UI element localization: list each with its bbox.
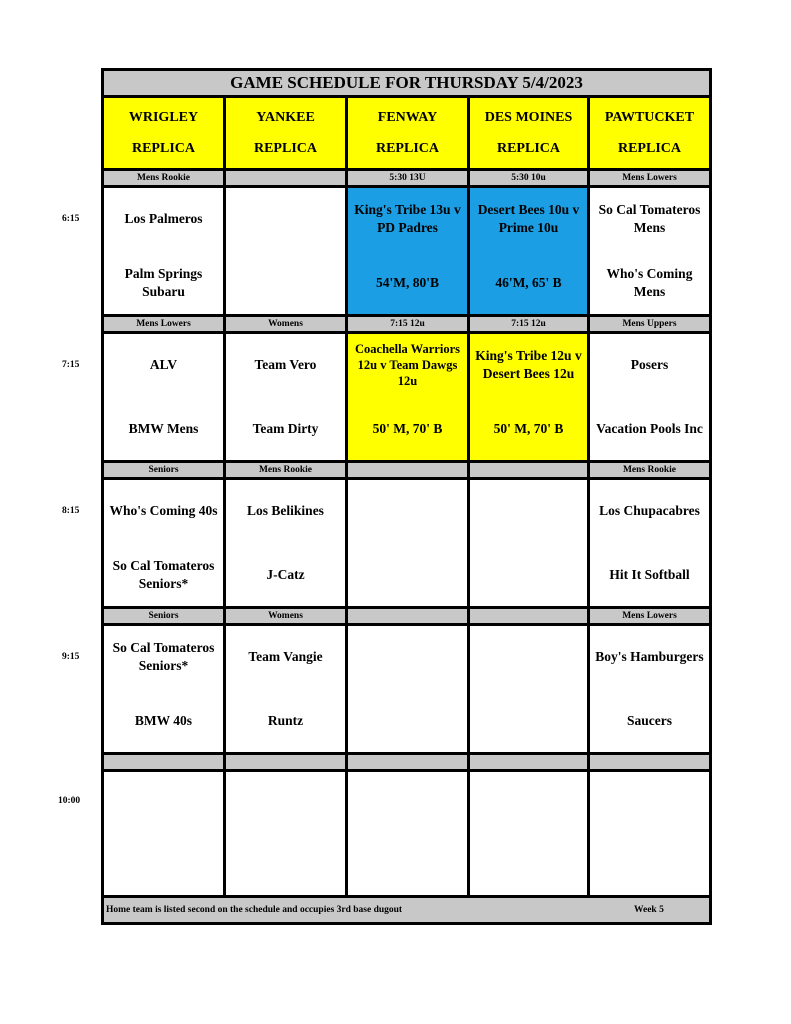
game-cell xyxy=(590,334,709,460)
home-team: Team Dirty xyxy=(252,421,319,436)
away-team: Boy's Hamburgers xyxy=(595,649,704,664)
away-team xyxy=(590,772,709,834)
division-label: Womens xyxy=(226,609,345,623)
venue-header-pawtucket xyxy=(590,98,709,168)
division-label: Mens Rookie xyxy=(590,463,709,477)
home-team: Runtz xyxy=(267,713,304,728)
game-cell xyxy=(590,480,709,606)
division-label xyxy=(470,609,587,623)
division-label: Mens Lowers xyxy=(590,609,709,623)
game-cell-empty xyxy=(470,772,587,895)
division-label: 7:15 12u xyxy=(348,317,467,331)
game-cell xyxy=(226,334,345,460)
away-team: Los Chupacabres xyxy=(599,503,700,518)
division-label: 5:30 10u xyxy=(470,171,587,185)
home-team xyxy=(226,252,345,314)
venue-name: FENWAY xyxy=(377,109,438,125)
division-label xyxy=(470,755,587,769)
game-cell xyxy=(226,480,345,606)
schedule-title: GAME SCHEDULE FOR THURSDAY 5/4/2023 xyxy=(104,71,709,95)
game-cell-youth xyxy=(470,334,587,460)
game-cell xyxy=(590,188,709,314)
home-team: Vacation Pools Inc xyxy=(596,421,703,436)
field-distances: 50' M, 70' B xyxy=(493,421,564,436)
division-label xyxy=(590,755,709,769)
away-team: Team Vero xyxy=(254,357,317,372)
division-label xyxy=(348,609,467,623)
home-team: Hit It Softball xyxy=(609,567,690,582)
venue-sub: REPLICA xyxy=(131,140,195,156)
game-cell xyxy=(104,188,223,314)
division-label: Mens Rookie xyxy=(226,463,345,477)
away-team: So Cal Tomateros Seniors* xyxy=(112,640,215,673)
matchup: Coachella Warriors 12u v Team Dawgs 12u xyxy=(355,342,460,388)
division-label xyxy=(226,171,345,185)
home-team xyxy=(226,836,345,898)
game-cell-empty xyxy=(348,480,467,606)
division-label xyxy=(348,463,467,477)
home-team xyxy=(348,690,467,752)
venue-header-fenway xyxy=(348,98,467,168)
schedule-grid xyxy=(101,68,712,925)
venue-name: DES MOINES xyxy=(484,109,573,125)
game-cell-empty xyxy=(226,772,345,895)
venue-sub: REPLICA xyxy=(375,140,439,156)
away-team xyxy=(348,626,467,688)
matchup: Desert Bees 10u v Prime 10u xyxy=(477,202,580,235)
venue-header-des-moines xyxy=(470,98,587,168)
game-cell xyxy=(104,480,223,606)
venue-header-wrigley xyxy=(104,98,223,168)
game-cell-youth xyxy=(348,334,467,460)
away-team xyxy=(470,626,587,688)
time-label: 7:15 xyxy=(62,360,80,370)
home-team xyxy=(348,836,467,898)
away-team: Los Belikines xyxy=(247,503,324,518)
home-team: Palm Springs Subaru xyxy=(124,266,203,299)
venue-sub: REPLICA xyxy=(253,140,317,156)
division-label xyxy=(104,755,223,769)
game-cell-empty xyxy=(470,626,587,752)
away-team xyxy=(226,772,345,834)
field-distances: 46'M, 65' B xyxy=(495,275,562,290)
away-team: So Cal Tomateros Mens xyxy=(598,202,701,235)
division-label xyxy=(470,463,587,477)
division-label: Seniors xyxy=(104,609,223,623)
venue-name: WRIGLEY xyxy=(128,109,199,125)
division-label xyxy=(226,755,345,769)
home-team: BMW 40s xyxy=(134,713,193,728)
division-label: Mens Rookie xyxy=(104,171,223,185)
matchup: King's Tribe 12u v Desert Bees 12u xyxy=(475,348,582,381)
home-team: Who's Coming Mens xyxy=(606,266,693,299)
division-label: Mens Lowers xyxy=(590,171,709,185)
time-label: 6:15 xyxy=(62,214,80,224)
away-team xyxy=(348,772,467,834)
away-team: Who's Coming 40s xyxy=(109,503,218,518)
division-label: Seniors xyxy=(104,463,223,477)
game-cell-empty xyxy=(348,772,467,895)
home-team: Saucers xyxy=(627,713,672,728)
away-team: ALV xyxy=(149,357,178,372)
venue-sub: REPLICA xyxy=(496,140,560,156)
time-label: 9:15 xyxy=(62,652,80,662)
home-team xyxy=(590,836,709,898)
division-label: Mens Lowers xyxy=(104,317,223,331)
home-team: J-Catz xyxy=(266,567,305,582)
venue-name: YANKEE xyxy=(256,109,315,125)
venue-header-yankee xyxy=(226,98,345,168)
home-team xyxy=(470,690,587,752)
game-cell-youth xyxy=(470,188,587,314)
schedule-footer xyxy=(104,898,709,922)
game-cell-empty xyxy=(104,772,223,895)
home-team xyxy=(104,836,223,898)
away-team xyxy=(348,480,467,542)
week-label: Week 5 xyxy=(634,905,664,915)
division-label: Womens xyxy=(226,317,345,331)
game-cell-empty xyxy=(590,772,709,895)
away-team xyxy=(470,772,587,834)
game-cell xyxy=(226,626,345,752)
game-cell xyxy=(590,626,709,752)
game-cell xyxy=(104,334,223,460)
time-label: 8:15 xyxy=(62,506,80,516)
field-distances: 54'M, 80'B xyxy=(376,275,439,290)
away-team: Posers xyxy=(630,357,669,372)
away-team: Team Vangie xyxy=(248,649,323,664)
matchup: King's Tribe 13u v PD Padres xyxy=(354,202,461,235)
game-cell-empty xyxy=(470,480,587,606)
away-team: Los Palmeros xyxy=(124,211,203,226)
venue-sub: REPLICA xyxy=(617,140,681,156)
venue-name: PAWTUCKET xyxy=(604,109,695,125)
division-label xyxy=(348,755,467,769)
division-label: 7:15 12u xyxy=(470,317,587,331)
division-label: 5:30 13U xyxy=(348,171,467,185)
away-team xyxy=(470,480,587,542)
home-team xyxy=(470,836,587,898)
home-team xyxy=(470,544,587,606)
footer-note: Home team is listed second on the schedule and occupies 3rd base dugout xyxy=(106,905,403,915)
division-label: Mens Uppers xyxy=(590,317,709,331)
game-cell-empty xyxy=(348,626,467,752)
time-label: 10:00 xyxy=(58,796,81,806)
away-team xyxy=(104,772,223,834)
field-distances: 50' M, 70' B xyxy=(372,421,443,436)
home-team: BMW Mens xyxy=(128,421,199,436)
home-team xyxy=(348,544,467,606)
away-team xyxy=(226,188,345,250)
game-cell-empty xyxy=(226,188,345,314)
home-team: So Cal Tomateros Seniors* xyxy=(112,558,215,591)
game-cell xyxy=(104,626,223,752)
game-cell-youth xyxy=(348,188,467,314)
